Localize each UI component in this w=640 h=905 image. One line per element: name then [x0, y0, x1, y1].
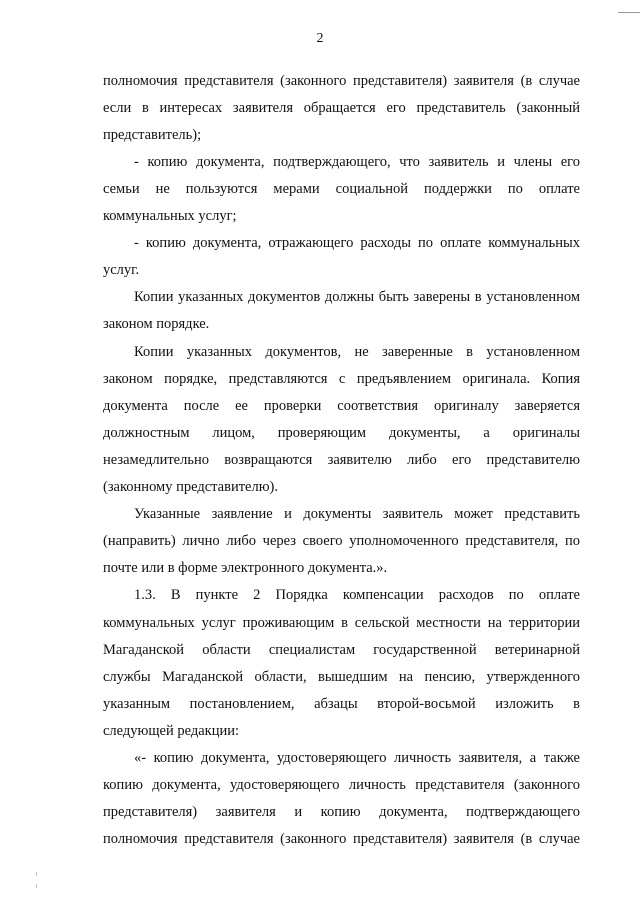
text-line: семьи не пользуются мерами социальной поддержки по оплате — [103, 180, 580, 197]
text-line: - копию документа, отражающего расходы по оплате коммунальных — [134, 235, 580, 252]
text-line: должностным лицом, проверяющим документы, а оригиналы — [103, 424, 580, 441]
text-line: полномочия представителя (законного представителя) заявителя (в случае — [103, 831, 580, 848]
text-line: - копию документа, подтверждающего, что заявитель и члены его — [134, 153, 580, 170]
text-line: законом порядке. — [103, 316, 210, 333]
text-line: следующей редакции: — [103, 722, 240, 739]
scan-corner-mark — [618, 0, 640, 13]
text-line: незамедлительно возвращаются заявителю либо его представителю — [103, 451, 580, 468]
text-line: коммунальных услуг; — [103, 208, 237, 224]
text-line: представитель); — [103, 126, 202, 143]
text-line: «- копию документа, удостоверяющего личность заявителя, а также — [134, 750, 580, 766]
text-line: почте или в форме электронного документа.». — [103, 560, 388, 577]
text-line: Копии указанных документов должны быть заверены в установленном — [134, 289, 580, 306]
scan-edge-mark — [36, 872, 37, 876]
text-line: законом порядке, представляются с предъявлением оригинала. Копия — [103, 370, 580, 387]
text-line: Указанные заявление и документы заявитель может представить — [134, 506, 580, 523]
text-line: если в интересах заявителя обращается его представитель (законный — [103, 99, 580, 116]
text-line: Магаданской области специалистам государственной ветеринарной — [103, 641, 580, 658]
text-line: полномочия представителя (законного представителя) заявителя (в случае — [103, 72, 580, 89]
text-line: (законному представителю). — [103, 479, 279, 495]
page-number: 2 — [316, 31, 324, 46]
scan-edge-mark — [36, 884, 37, 888]
text-line: документа после ее проверки соответствия оригиналу заверяется — [103, 397, 580, 414]
text-line: (направить) лично либо через своего уполномоченного представителя, по — [103, 533, 580, 550]
text-line: службы Магаданской области, вышедшим на пенсию, утвержденного — [103, 668, 580, 685]
text-line: коммунальных услуг проживающим в сельской местности на территории — [103, 614, 580, 631]
text-line: 1.3. В пункте 2 Порядка компенсации расходов по оплате — [134, 587, 580, 604]
text-line: представителя) заявителя и копию документа, подтверждающего — [103, 804, 580, 821]
text-line: Копии указанных документов, не заверенные в установленном — [134, 343, 580, 360]
text-line: указанным постановлением, абзацы второй-восьмой изложить в — [103, 695, 580, 712]
text-line: копию документа, удостоверяющего личность представителя (законного — [103, 777, 580, 794]
text-line: услуг. — [103, 262, 140, 279]
